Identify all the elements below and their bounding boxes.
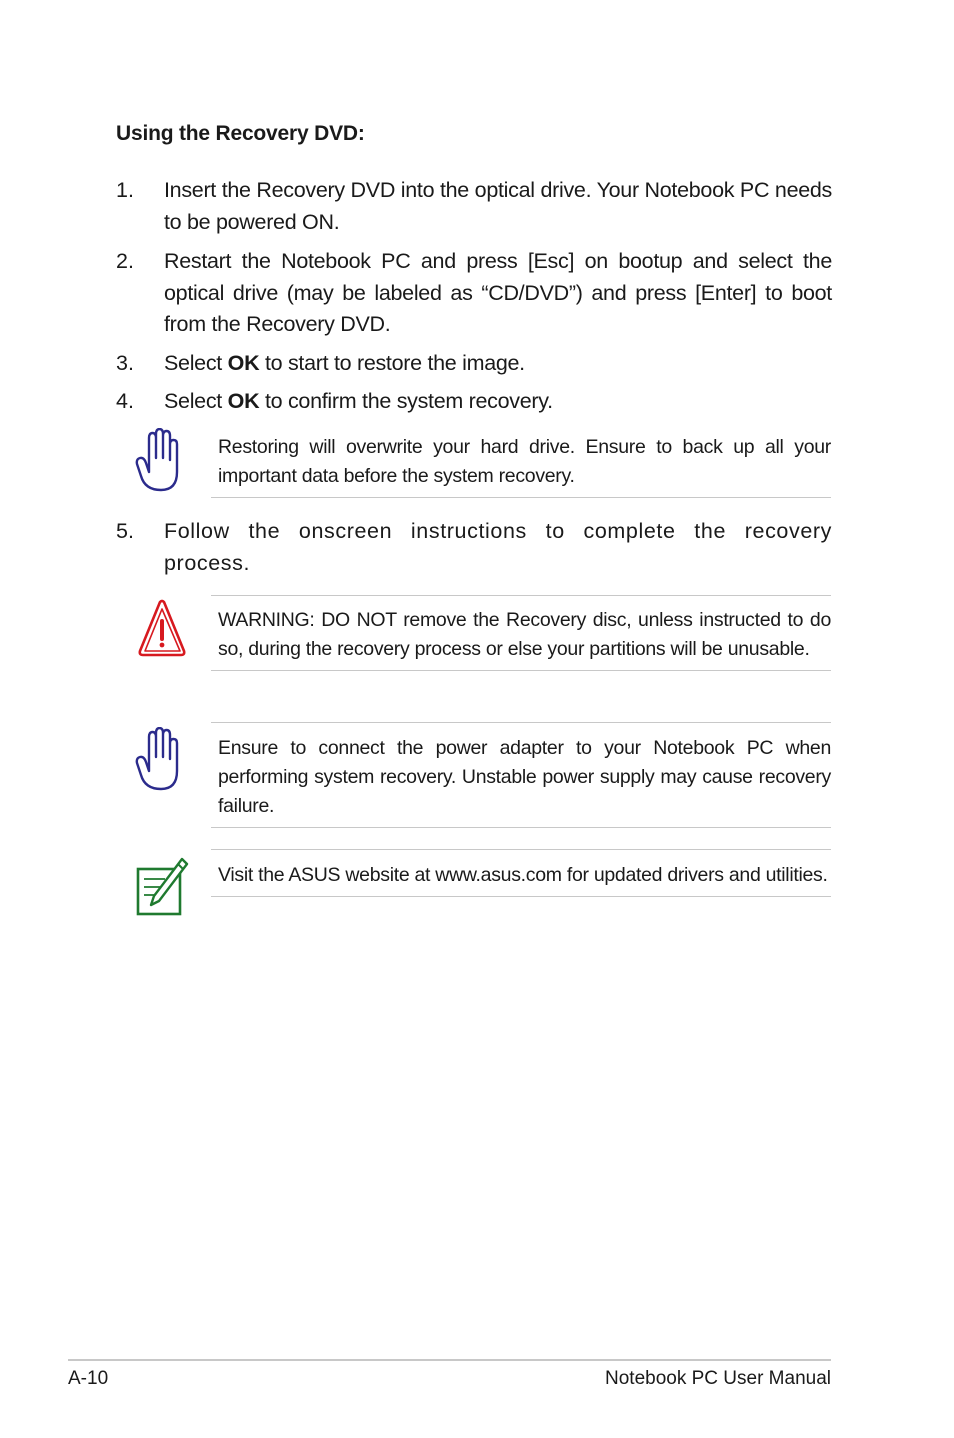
step-text bbox=[164, 386, 832, 418]
warning-text: WARNING: DO NOT remove the Recovery disc, unless instructed to do so, during the recovery process or else your partitions will be unusable. bbox=[218, 609, 831, 660]
page-number: A-10 bbox=[68, 1368, 109, 1389]
hand-icon bbox=[133, 727, 183, 793]
step-text: Follow the onscreen instructions to complete the recovery process. bbox=[164, 519, 832, 575]
warning-triangle-icon bbox=[136, 599, 188, 659]
warning-box bbox=[211, 595, 831, 671]
step-text-post: to confirm the system recovery. bbox=[259, 389, 553, 413]
note-pencil-icon bbox=[135, 857, 189, 917]
footer-rule bbox=[68, 1359, 831, 1361]
step-text bbox=[164, 348, 832, 380]
ok-label: OK bbox=[227, 351, 260, 375]
step-number: 5. bbox=[116, 519, 134, 543]
step-number: 4. bbox=[116, 389, 134, 413]
note-box bbox=[211, 433, 831, 498]
step-text-pre: Select bbox=[164, 351, 228, 375]
step-number: 2. bbox=[116, 249, 134, 273]
step-4 bbox=[116, 386, 832, 418]
hand-icon bbox=[133, 428, 183, 494]
manual-title: Notebook PC User Manual bbox=[605, 1368, 831, 1389]
step-number: 1. bbox=[116, 178, 134, 202]
step-5 bbox=[116, 516, 832, 579]
step-text-pre: Select bbox=[164, 389, 228, 413]
step-text: Insert the Recovery DVD into the optical drive. Your Notebook PC needs to be powered ON. bbox=[164, 178, 832, 234]
ok-label: OK bbox=[227, 389, 260, 413]
note-text: Restoring will overwrite your hard drive. Ensure to back up all your important data before the system recovery. bbox=[218, 436, 831, 487]
note-text: Visit the ASUS website at www.asus.com for updated drivers and utilities. bbox=[218, 864, 828, 886]
step-number: 3. bbox=[116, 351, 134, 375]
section-heading: Using the Recovery DVD: bbox=[116, 122, 365, 145]
note-box bbox=[211, 849, 831, 897]
step-1 bbox=[116, 175, 832, 238]
step-text: Restart the Notebook PC and press [Esc] on bootup and select the optical drive (may be labeled as “CD/DVD”) and press [Enter] to boot from the Recovery DVD. bbox=[164, 249, 832, 336]
step-2 bbox=[116, 246, 832, 341]
step-text-post: to start to restore the image. bbox=[259, 351, 525, 375]
step-3 bbox=[116, 348, 832, 380]
note-text: Ensure to connect the power adapter to your Notebook PC when performing system recovery. Unstable power supply may cause recovery failure. bbox=[218, 737, 831, 817]
note-box bbox=[211, 722, 831, 828]
